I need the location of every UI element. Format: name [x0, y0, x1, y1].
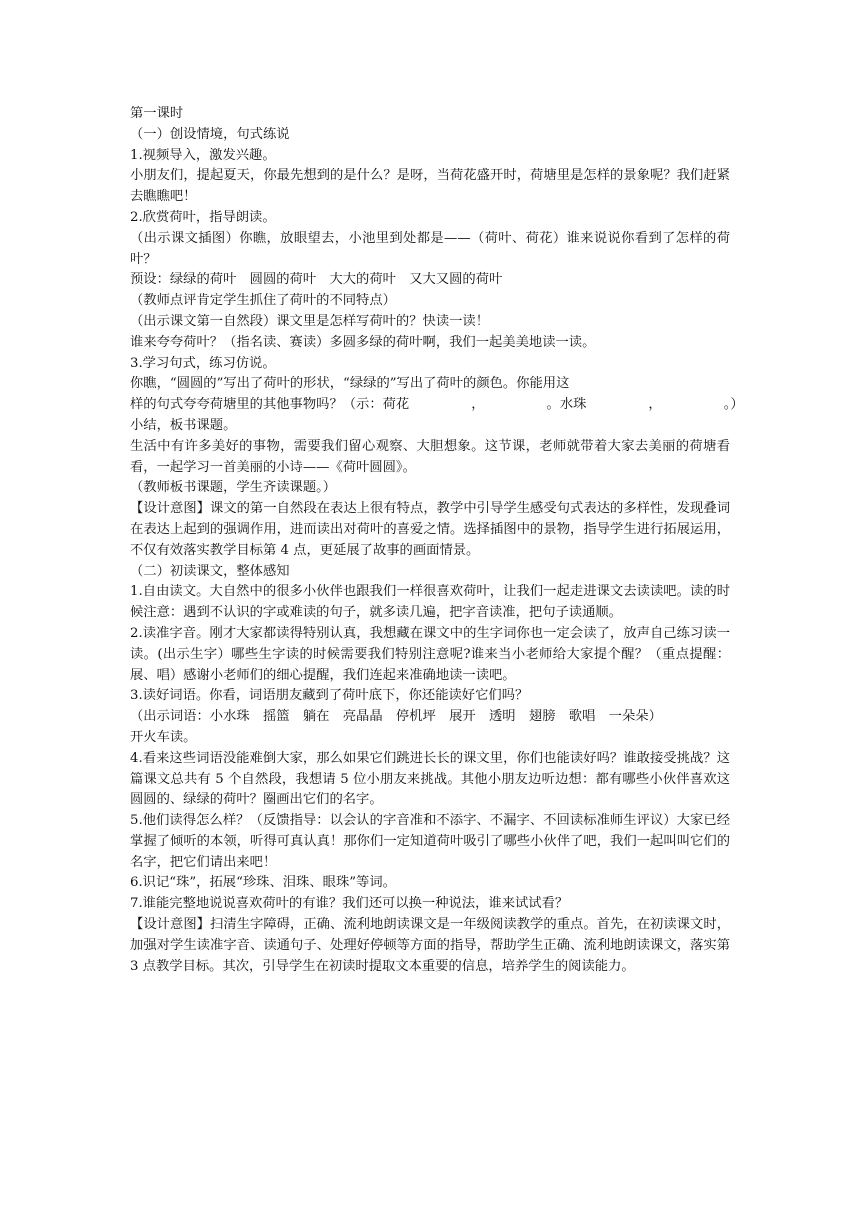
sentence-pattern-text: ， — [471, 397, 485, 413]
preset-answers: 预设：绿绿的荷叶 圆圆的荷叶 大大的荷叶 又大又圆的荷叶 — [130, 272, 503, 288]
sentence-pattern-text: 。） — [723, 397, 744, 413]
paragraph: 谁来夸夸荷叶？（指名读、赛读）多圆多绿的荷叶啊，我们一起美美地读一读。 — [130, 334, 596, 350]
teacher-note: （教师板书课题，学生齐读课题。） — [130, 480, 337, 496]
paragraph: 1.自由读文。大自然中的很多小伙伴也跟我们一样很喜欢荷叶，让我们一起走进课文去读读吧。读的时候注意：遇到不认识的字或难读的句子，就多读几遍，把字音读准，把句子读通顺。 — [130, 584, 730, 621]
paragraph: 小结，板书课题。 — [130, 417, 237, 433]
paragraph: 开火车读。 — [130, 729, 197, 745]
word-list: （出示词语：小水珠 摇篮 躺在 亮晶晶 停机坪 展开 透明 翅膀 歌唱 一朵朵） — [130, 709, 662, 725]
paragraph: 7.谁能完整地说说喜欢荷叶的有谁？我们还可以换一种说法，谁来试试看？ — [130, 896, 569, 912]
paragraph: 小朋友们，提起夏天，你最先想到的是什么？是呀，当荷花盛开时，荷塘里是怎样的景象呢？我们赶紧去瞧瞧吧！ — [130, 168, 730, 205]
paragraph: （出示课文第一自然段）课文里是怎样写荷叶的？快读一读！ — [130, 313, 490, 329]
paragraph: 3.读好词语。你看，词语朋友藏到了荷叶底下，你还能读好它们吗？ — [130, 688, 529, 704]
paragraph: 5.他们读得怎么样？（反馈指导：以会认的字音准和不添字、不漏字、不回读标准师生评议）大家已经掌握了倾听的本领，听得可真认真！那你们一定知道荷叶吸引了哪些小伙伴了吧，我们一起叫叫它们的名字，把它们请出来吧！ — [130, 813, 730, 870]
paragraph: 2.读准字音。刚才大家都读得特别认真，我想藏在课文中的生字词你也一定会读了，放声自己练习读一读。(出示生字）哪些生字读的时候需要我们特别注意呢?谁来当小老师给大家提个醒？（重点提醒：展、唱）感谢小老师们的细心提醒，我们连起来准确地读一读吧。 — [130, 625, 730, 683]
sentence-pattern-text: 样的句式夸夸荷塘里的其他事物吗？（示：荷花 — [130, 397, 410, 413]
document-page — [130, 104, 744, 977]
paragraph: 6.识记“珠”，拓展“珍珠、泪珠、眼珠”等词。 — [130, 875, 396, 891]
section-heading-1: （一）创设情境，句式练说 — [130, 126, 290, 142]
paragraph: 4.看来这些词语没能难倒大家，那么如果它们跳进长长的课文里，你们也能读好吗？谁敢接受挑战？这篇课文总共有 5 个自然段，我想请 5 位小朋友来挑战。其他小朋友边听边想：都有哪些小伙伴喜欢这圆圆的、绿绿的荷叶？圈画出它们的名字。 — [130, 750, 730, 808]
step-heading: 3.学习句式，练习仿说。 — [130, 355, 276, 371]
sentence-pattern-line — [130, 395, 744, 416]
paragraph: 你瞧，“圆圆的”写出了荷叶的形状，“绿绿的”写出了荷叶的颜色。你能用这 — [130, 376, 570, 392]
paragraph: 生活中有许多美好的事物，需要我们留心观察、大胆想象。这节课，老师就带着大家去美丽的荷塘看看，一起学习一首美丽的小诗——《荷叶圆圆》。 — [130, 438, 730, 475]
design-intent: 【设计意图】课文的第一自然段在表达上很有特点，教学中引导学生感受句式表达的多样性，发现叠词在表达上起到的强调作用，进而读出对荷叶的喜爱之情。选择插图中的景物，指导学生进行拓展运用，不仅有效落实教学目标第 4 点，更延展了故事的画面情景。 — [130, 501, 730, 558]
sentence-pattern-text: ， — [648, 397, 662, 413]
design-intent: 【设计意图】扫清生字障碍，正确、流利地朗读课文是一年级阅读教学的重点。首先，在初读课文时，加强对学生读准字音、读通句子、处理好停顿等方面的指导，帮助学生正确、流利地朗读课文，落实第 3 点教学目标。其次，引导学生在初读时提取文本重要的信息，培养学生的阅读能力。 — [130, 917, 730, 974]
teacher-note: （教师点评肯定学生抓住了荷叶的不同特点） — [130, 293, 396, 309]
lesson-title: 第一课时 — [130, 106, 184, 121]
step-heading: 2.欣赏荷叶，指导朗读。 — [130, 209, 276, 225]
step-heading: 1.视频导入，激发兴趣。 — [130, 147, 276, 163]
section-heading-2: （二）初读课文，整体感知 — [130, 563, 290, 579]
paragraph: （出示课文插图）你瞧，放眼望去，小池里到处都是——（荷叶、荷花）谁来说说你看到了怎样的荷叶？ — [130, 230, 730, 267]
sentence-pattern-text: 。水珠 — [546, 397, 587, 413]
